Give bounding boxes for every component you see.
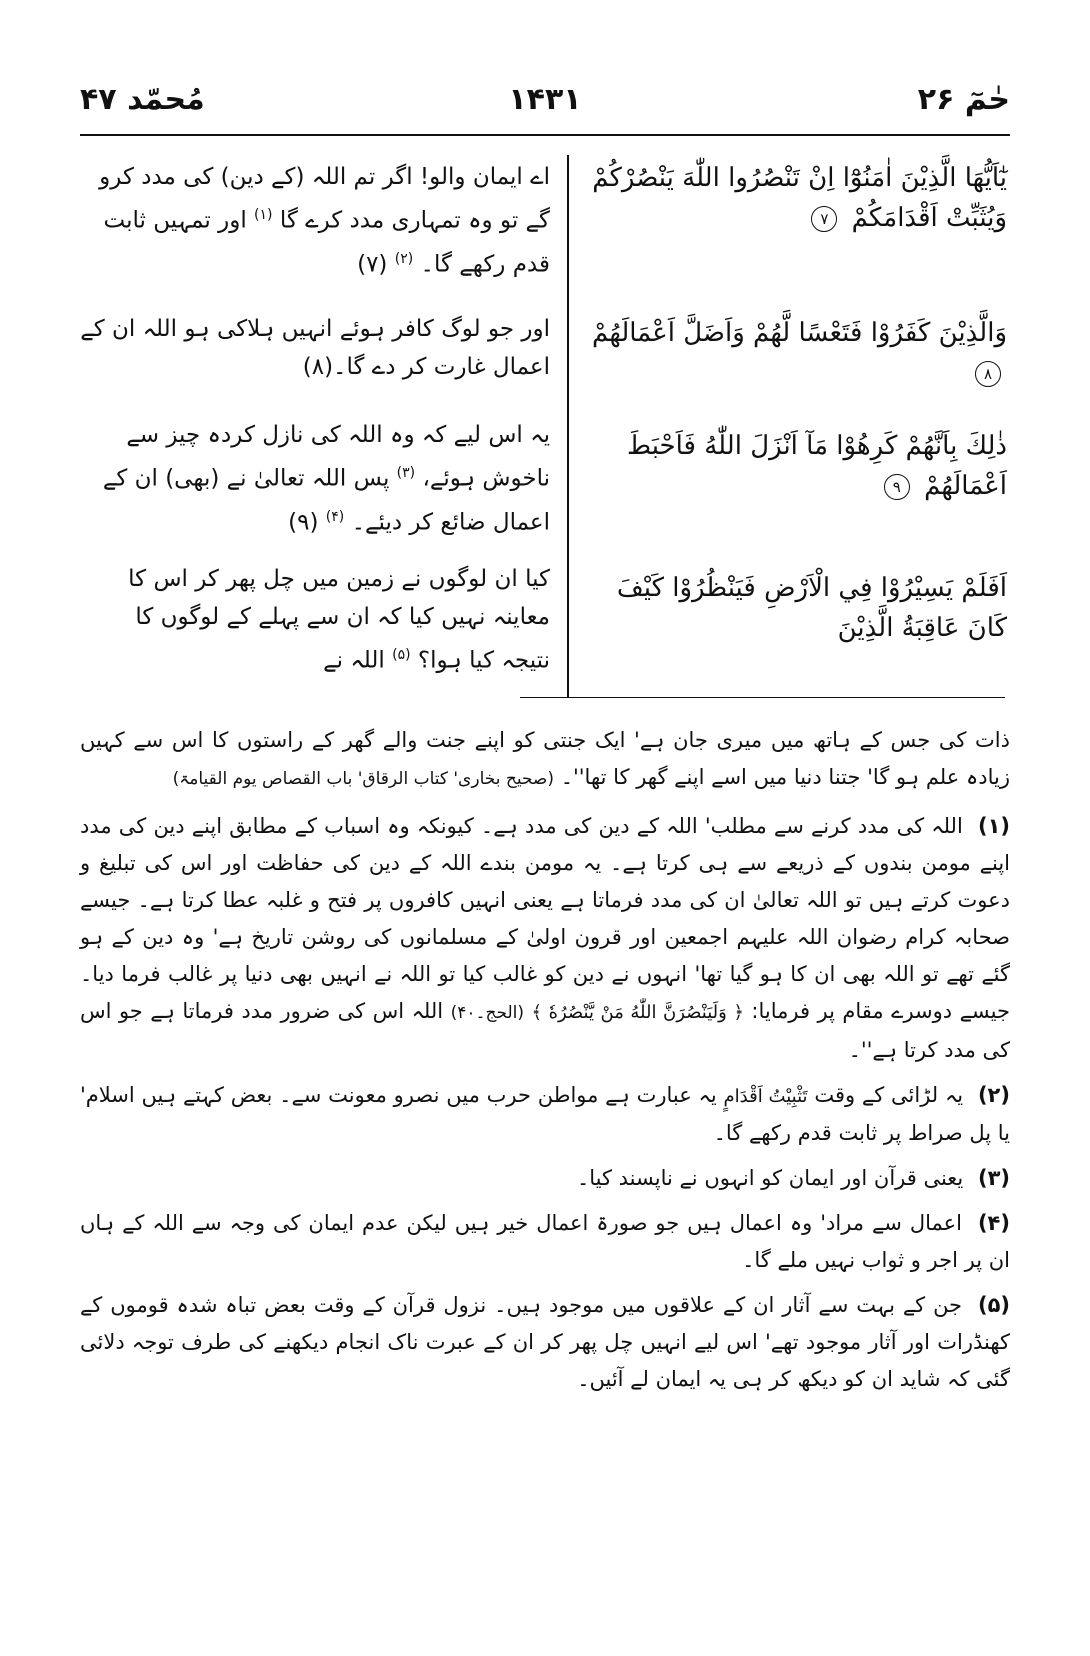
juz-label: حٰمٓ ۲۶ bbox=[917, 82, 1010, 117]
arabic-verse-9 bbox=[585, 426, 1007, 506]
footnote-text: اللہ کی مدد کرنے سے مطلب' اللہ کے دین کی مدد ہے۔ کیونکہ وہ اسباب کے مطابق اپنے دین کی مدد اپنے مومن بندوں کے ذریعے سے ہی کرتا ہے۔ یہ مومن بندے اللہ کے دین کی حفاظت اور اس کی تبلیغ و دعوت کرتے ہیں تو اللہ تعالیٰ ان کی مدد فرماتا ہے یعنی انہیں کافروں پر فتح و غلبہ عطا کرتا ہے۔ جیسے صحابہ کرام رضوان اللہ علیہم اجمعین اور قرون اولیٰ کے مسلمانوں کی روشن تاریخ ہے' وہ دین کے ہو گئے تھے تو اللہ بھی ان کا ہو گیا تھا' انہوں نے دین کو غالب کیا تو اللہ نے انہیں بھی دنیا پر غالب فرما دیا۔ جیسے دوسرے مقام پر فرمایا: bbox=[80, 814, 1010, 1023]
footnote-text: اللہ اس کی ضرور مدد فرماتا ہے جو اس کی مدد کرتا ہے''۔ bbox=[80, 999, 1010, 1062]
footnote-number: (۴) bbox=[977, 1211, 1010, 1235]
arabic-verse-text: وَالَّذِيْنَ كَفَرُوْا فَتَعْسًا لَّهُمْ وَاَضَلَّ اَعْمَالَهُمْ bbox=[592, 318, 1007, 348]
footnote-number: (۵) bbox=[977, 1293, 1010, 1317]
surah-label: مُحمّد ۴۷ bbox=[80, 82, 205, 117]
footnote-number: (۳) bbox=[977, 1166, 1010, 1190]
footnote-divider bbox=[520, 697, 1005, 698]
page-number: ۱۴۳۱ bbox=[508, 82, 582, 117]
quoted-ayah: ﴿ وَلَيَنْصُرَنَّ اللّٰهُ مَنْ يَّنْصُرُهٗ ﴾ bbox=[531, 1002, 744, 1023]
footnote-3 bbox=[80, 1160, 1010, 1197]
footnote-text: اعمال سے مراد' وہ اعمال ہیں جو صورۃ اعمال خیر ہیں لیکن عدم ایمان کی وجہ سے اللہ کے ہاں ان پر اجر و ثواب نہیں ملے گا۔ bbox=[80, 1211, 1010, 1272]
translation-text: کیا ان لوگوں نے زمین میں چل پھر کر اس کا معاینہ نہیں کیا کہ ان سے پہلے کے لوگوں کا نتیجہ کیا ہوا؟ bbox=[128, 566, 550, 674]
translation-verse-10 bbox=[80, 560, 550, 680]
column-divider bbox=[567, 155, 569, 698]
ayah-reference: (الحج۔۴۰) bbox=[450, 1003, 524, 1023]
footnote-text: یہ لڑائی کے وقت bbox=[814, 1083, 964, 1107]
footnote-ref: (۲) bbox=[394, 250, 414, 267]
footnote-2 bbox=[80, 1077, 1010, 1152]
translation-text: پس اللہ تعالیٰ نے (بھی) ان کے اعمال ضائع کر دیئے۔ bbox=[102, 465, 550, 536]
arabic-verse-7 bbox=[585, 158, 1007, 238]
translation-text: یہ اس لیے کہ وہ اللہ کی نازل کردہ چیز سے ناخوش ہوئے، bbox=[126, 422, 550, 492]
footnote-number: (۱) bbox=[977, 814, 1010, 838]
footnote-text: یہ عبارت ہے مواطن حرب میں نصرو معونت سے۔ بعض کہتے ہیں اسلام' یا پل صراط پر ثابت قدم رکھے گا۔ bbox=[80, 1083, 1010, 1145]
verse-number: (۷) bbox=[357, 251, 388, 278]
verse-number: (۹) bbox=[288, 509, 319, 536]
footnotes bbox=[80, 722, 1010, 1406]
translation-text: اللہ نے bbox=[323, 647, 385, 674]
verse-number-marker: ۹ bbox=[884, 474, 910, 500]
footnote-text: یعنی قرآن اور ایمان کو انہوں نے ناپسند کیا۔ bbox=[576, 1166, 964, 1190]
footnote-ref: (۵) bbox=[392, 647, 411, 663]
footnote-ref: (۴) bbox=[325, 508, 345, 525]
footnote-continuation bbox=[80, 722, 1010, 798]
arabic-verse-text: يٰٓاَيُّهَا الَّذِيْنَ اٰمَنُوْٓا اِنْ تَنْصُرُوا اللّٰهَ يَنْصُرْكُمْ وَيُثَبِّتْ اَقْدَامَكُمْ bbox=[592, 163, 1007, 233]
arabic-verse-text: ذٰلِكَ بِاَنَّهُمْ كَرِهُوْا مَآ اَنْزَلَ اللّٰهُ فَاَحْبَطَ اَعْمَالَهُمْ bbox=[627, 431, 1007, 501]
arabic-verse-text: اَفَلَمْ يَسِيْرُوْا فِي الْاَرْضِ فَيَنْظُرُوْا كَيْفَ كَانَ عَاقِبَةُ الَّذِيْنَ bbox=[616, 573, 1007, 643]
arabic-verse-10 bbox=[585, 568, 1007, 648]
translation-text: اور تمہیں ثابت قدم رکھے گا۔ bbox=[103, 207, 550, 278]
translation-verse-7 bbox=[80, 158, 550, 283]
verse-number-marker: ۷ bbox=[811, 206, 837, 232]
footnote-text: ذات کی جس کے ہاتھ میں میری جان ہے' ایک جنتی کو اپنے جنت والے گھر کے راستوں کا اس سے کہیں زیادہ علم ہو گا' جتنا دنیا میں اسے اپنے گھر کا تھا''۔ bbox=[80, 728, 1010, 789]
verse-number-marker: ۸ bbox=[975, 361, 1001, 387]
footnote-ref: (۱) bbox=[254, 207, 273, 223]
footnote-5 bbox=[80, 1287, 1010, 1398]
translation-text: اور جو لوگ کافر ہوئے انہیں ہلاکی ہو اللہ ان کے اعمال غارت کر دے گا۔(۸) bbox=[80, 316, 550, 380]
translation-verse-9 bbox=[80, 416, 550, 541]
footnote-4 bbox=[80, 1205, 1010, 1279]
header-divider bbox=[80, 134, 1010, 136]
translation-text: اے ایمان والو! اگر تم اللہ (کے دین) کی مدد کرو گے تو وہ تمہاری مدد کرے گا bbox=[99, 164, 550, 234]
translation-verse-8 bbox=[80, 310, 550, 386]
page-header bbox=[80, 82, 1010, 134]
footnote-number: (۲) bbox=[977, 1083, 1010, 1107]
footnote-text: جن کے بہت سے آثار ان کے علاقوں میں موجود ہیں۔ نزول قرآن کے وقت بعض تباہ شدہ قوموں کے کھنڈرات اور آثار موجود تھے' اس لیے انہیں چل پھر کر ان کے عبرت ناک انجام دیکھنے کی طرف توجہ دلائی گئی کہ شاید ان کو دیکھ کر ہی یہ ایمان لے آئیں۔ bbox=[80, 1293, 1010, 1391]
footnote-1 bbox=[80, 808, 1010, 1069]
footnote-ref: (۳) bbox=[396, 465, 416, 481]
hadith-reference: (صحیح بخاری' کتاب الرقاق' باب القصاص یوم القیامۃ) bbox=[172, 769, 555, 789]
arabic-term: تَثْبِيْتُ اَقْدَامٍ bbox=[723, 1086, 808, 1107]
arabic-verse-8 bbox=[585, 313, 1007, 393]
